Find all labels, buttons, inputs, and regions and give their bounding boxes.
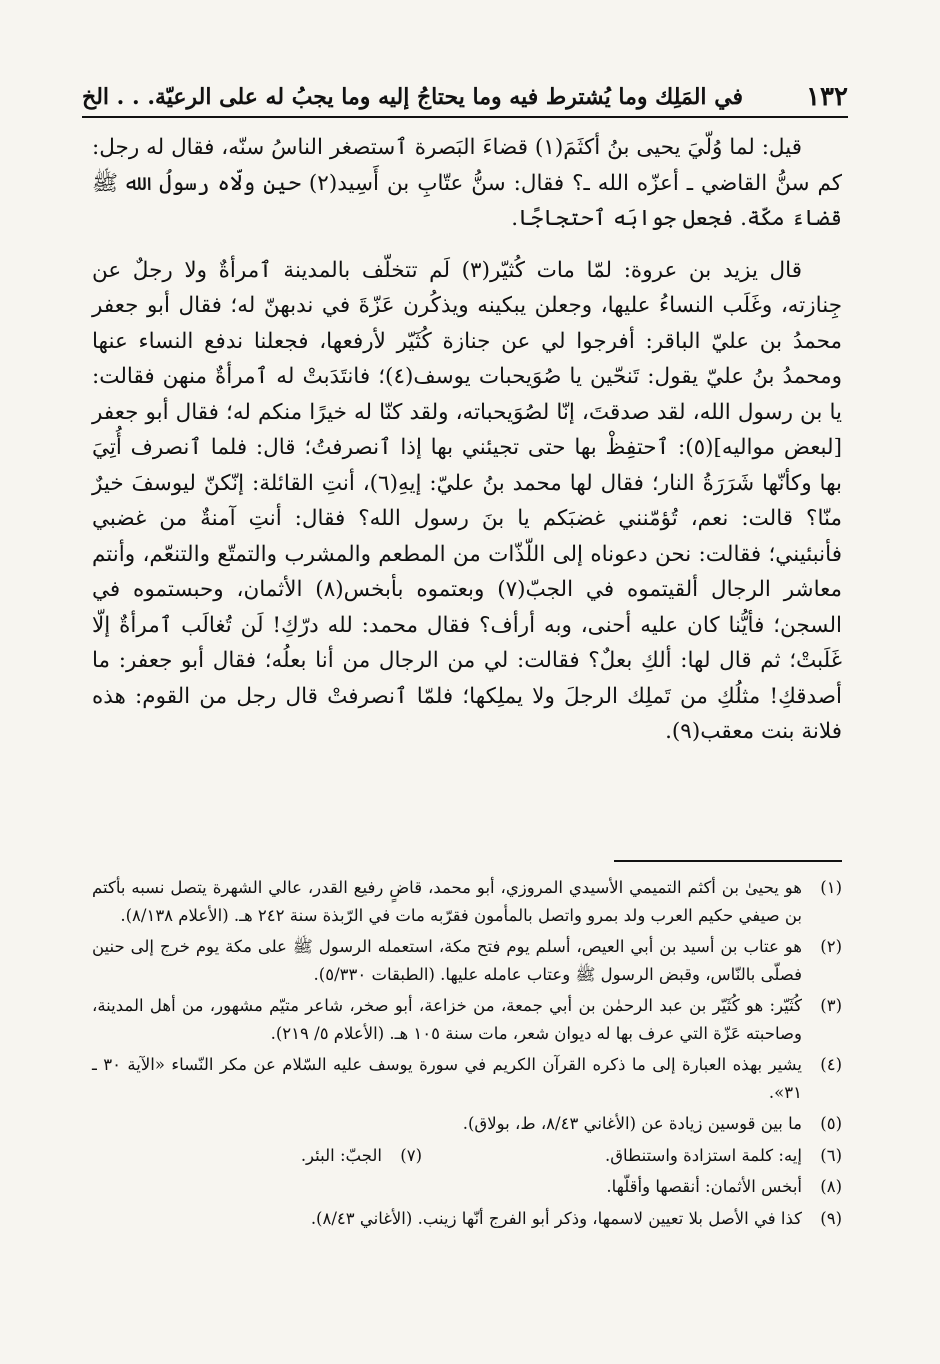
footnote-text: إيه: كلمة استزادة واستنطاق. (604, 1145, 802, 1165)
footnote-item (92, 992, 842, 1047)
footnotes (92, 874, 842, 1236)
footnote-separator (614, 860, 842, 862)
main-text (92, 130, 842, 766)
footnote-item (422, 1142, 842, 1170)
footnote-item (92, 1051, 842, 1106)
footnote-item (301, 1142, 422, 1170)
footnote-item (92, 933, 842, 988)
paragraph: قيل: لما وُلّيَ يحيى بنُ أكثَمَ(١) قضاءَ البَصرة ٱستصغر الناسُ سنّه، فقال له رجل: كم سنُّ القاضي ـ أعزّه الله ـ؟ فقال: سنُّ عتّابِ بن أَسِيد(٢) حين ولّاه رسولُ الله ﷺ قضاءَ مكّة. فجعل جوابَه ٱحتجاجًا. (92, 135, 842, 231)
footnote-item (92, 874, 842, 929)
paragraph: قال يزيد بن عروة: لمّا مات كُثيّر(٣) لَم تتخلّف بالمدينة ٱمرأةٌ ولا رجلٌ عن جِنازته، وغَلَب النساءُ عليها، وجعلن يبكينه ويذكُرن عَزّةَ في ندبهنّ له؛ فقال أبو جعفر محمدُ بن عليّ الباقر: أفرجوا لي عن جنازة كُثَيّر لأرفعها، فجعلنا ندفع النساء عنها ومحمدُ بنُ عليّ يقول: تَنحّين يا صُوَيحبات يوسف(٤)؛ فانتَدَبتْ له ٱمرأةٌ منهن فقالت: يا بن رسول الله، لقد صدقتَ، إنّا لصُوَيحباته، ولقد كنّا له خيرًا منكم له؛ فقال أبو جعفر [لبعض مواليه](٥): ٱحتفِظْ بها حتى تجيئني بها إذا ٱنصرفتُ؛ قال: فلما ٱنصرف أُتِيَ بها وكأنّها شَرَرَةُ النار؛ فقال لها محمد بنُ عليّ: إيهِ(٦)، أنتِ القائلة: إنّكنّ ليوسفَ خيرٌ منّا؟ قالت: نعم، تُؤمّنني غضبَكم يا بنَ رسول الله؟ فقال: أنتِ آمنةٌ من غضبي فأنبئيني؛ فقالت: نحن دعوناه إلى اللّذّات من المطعم والمشرب والتمتّع والتنعّم، وأنتم معاشر الرجال ألقيتموه في الجبّ(٧) وبعتموه بأبخس(٨) الأثمان، وحبستموه في السجن؛ فأيُّنا كان عليه أحنى، وبه أرأف؟ فقال محمد: لله درّكِ! لَن تُغالَب ٱمرأةٌ إلّا غَلَبتْ؛ ثم قال لها: ألكِ بعلٌ؟ فقالت: لي من الرجال من أنا بعلُه؛ فقال أبو جعفر: ما أصدقكِ! مثلُكِ من تَملِك الرجلَ ولا يملِكها؛ فلمّا ٱنصرفتْ قال رجل من القوم: هذه فلانة بنت معقب(٩). (92, 257, 843, 744)
footnote-number: (٦) (820, 1145, 842, 1165)
running-title: في المَلِك وما يُشترط فيه وما يحتاجُ إليه وما يجبُ له على الرعيّة. . . الخ (82, 84, 744, 110)
footnote-text: ما بين قوسين زيادة عن (الأغاني ٨/٤٣، ط، بولاق). (462, 1114, 802, 1133)
footnote-number: (٥) (820, 1114, 842, 1133)
footnote-number: (١) (820, 878, 842, 897)
page-header (82, 72, 848, 118)
footnote-number: (٢) (820, 937, 842, 956)
footnote-text: كُثَيّر: هو كُثَيّر بن عبد الرحمٰن بن أبي جمعة، من خزاعة، أبو صخر، شاعر متيّم مشهور، من أهل المدينة، وصاحبته عَزّة التي عرف بها له ديوان شعر، مات سنة ١٠٥ هـ. (الأعلام ٥/ ٢١٩). (92, 996, 802, 1043)
footnote-item (92, 1173, 842, 1201)
footnote-item (92, 1205, 842, 1233)
footnote-item (92, 1110, 842, 1138)
footnote-text: الجبّ: البئر. (300, 1145, 382, 1165)
footnote-text: كذا في الأصل بلا تعيين لاسمها، وذكر أبو الفرج أنّها زينب. (الأغاني ٨/٤٣). (310, 1208, 802, 1228)
footnote-text: هو عتاب بن أسيد بن أبي العيص، أسلم يوم فتح مكة، استعمله الرسول ﷺ على مكة يوم خرج إلى حنين فصلّى بالنّاس، وقبض الرسول ﷺ وعتاب عامله عليها. (الطبقات ٥/٣٣٠). (92, 937, 802, 984)
footnote-text: أبخس الأثمان: أنقصها وأقلّها. (606, 1177, 802, 1196)
page-number: ١٣٢ (806, 82, 848, 112)
footnote-number: (٩) (820, 1208, 842, 1228)
footnote-text: يشير بهذه العبارة إلى ما ذكره القرآن الكريم في سورة يوسف عليه السّلام عن مكر النّساء «الآية ٣٠ ـ ٣١». (92, 1055, 802, 1102)
footnote-number: (٣) (820, 996, 842, 1015)
footnote-row (92, 1142, 842, 1170)
footnote-number: (٤) (820, 1055, 842, 1074)
footnote-text: هو يحيىٰ بن أكثم التميمي الأسيدي المروزي، أبو محمد، قاضٍ رفيع القدر، عالي الشهرة يتصل نسبه بأكتم بن صيفي حكيم العرب ولد بمرو واتصل بالمأمون فقرّبه مات في الرّبذة سنة ٢٤٢ هـ. (الأعلام ٨/١٣٨). (92, 878, 802, 925)
footnote-number: (٨) (820, 1177, 842, 1196)
footnote-number: (٧) (400, 1145, 422, 1165)
